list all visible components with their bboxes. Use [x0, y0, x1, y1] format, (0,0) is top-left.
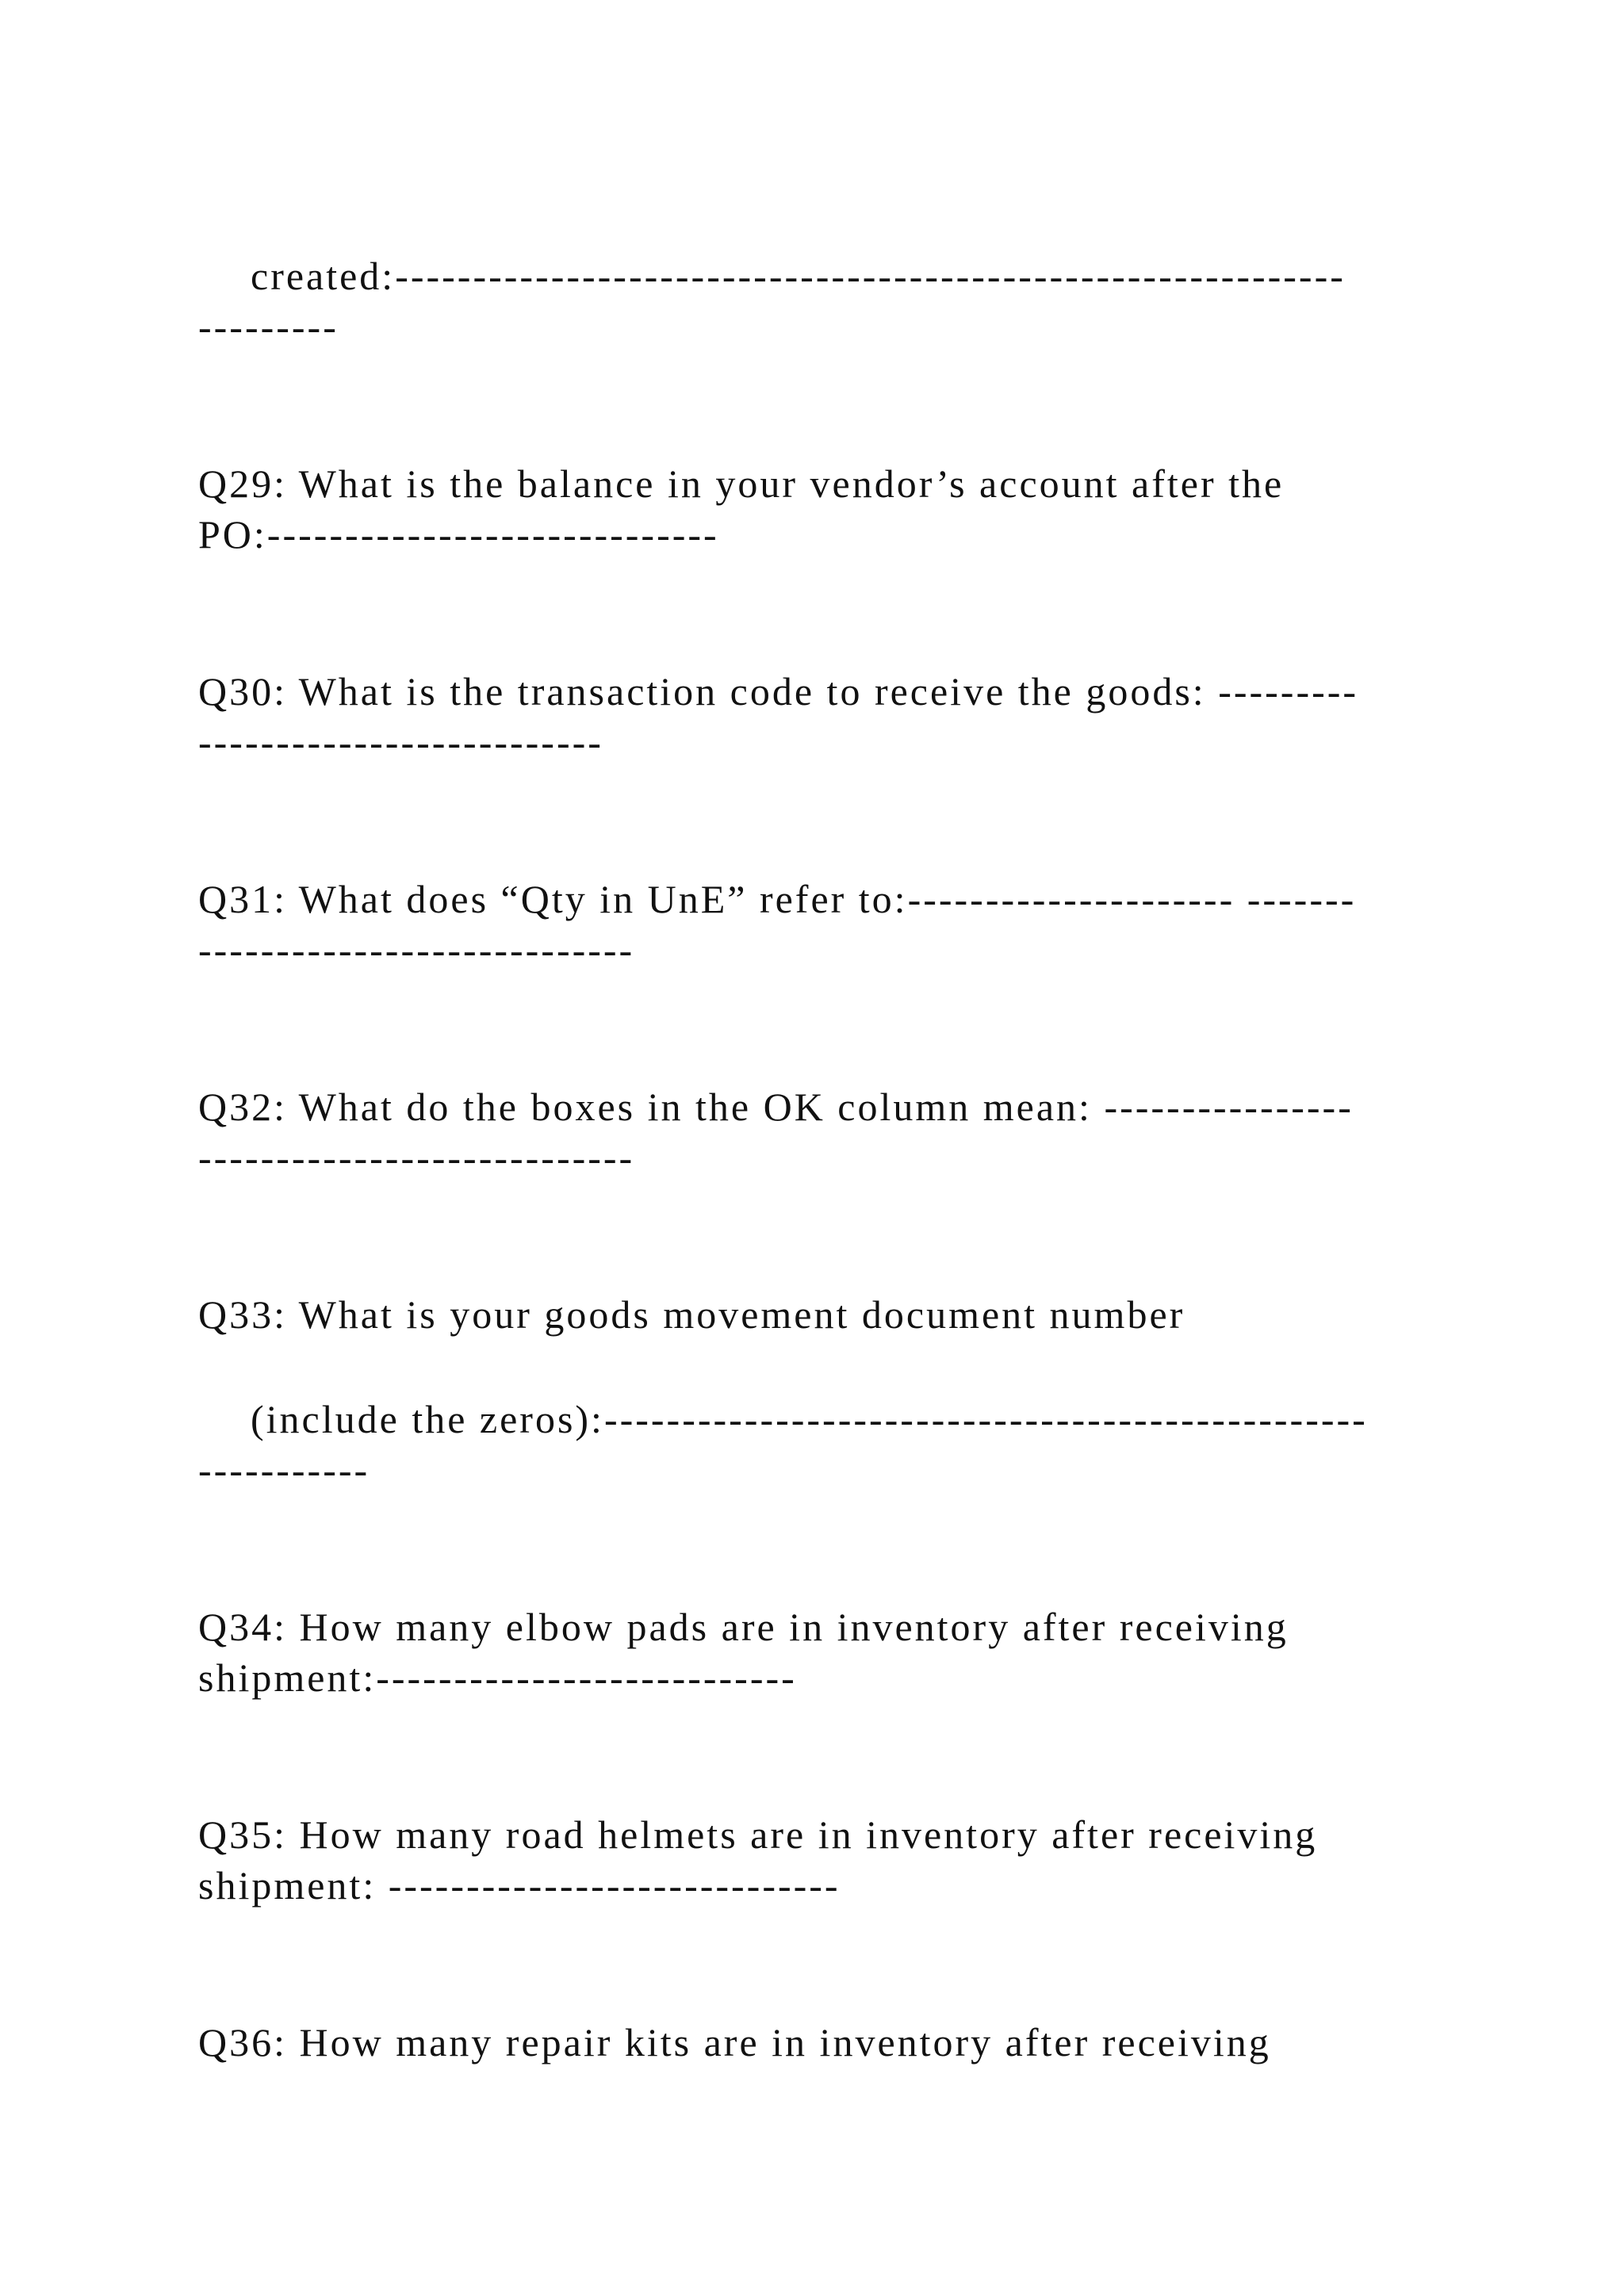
q33-question: Q33: What is your goods movement document number: [198, 1292, 1185, 1337]
q31-question: Q31: What does “Qty in UnE” refer to:--------------------- -------: [198, 877, 1357, 921]
q34-answer-line: shipment:---------------------------: [198, 1655, 797, 1700]
q30-answer-line: --------------------------: [198, 720, 603, 764]
q29-answer-line: PO:-----------------------------: [198, 512, 719, 557]
q33-answer-dashes: -----------: [198, 1448, 370, 1492]
q32-answer-line: ----------------------------: [198, 1135, 635, 1180]
q35-question: Q35: How many road helmets are in inventory after receiving: [198, 1812, 1318, 1857]
q33-answer-line: (include the zeros):-------------------------------------------------: [251, 1397, 1368, 1441]
q30-question: Q30: What is the transaction code to receive the goods: ---------: [198, 669, 1359, 714]
q31-answer-line: ----------------------------: [198, 928, 635, 972]
q35-answer-line: shipment: -----------------------------: [198, 1863, 841, 1908]
q34-question: Q34: How many elbow pads are in inventory after receiving: [198, 1605, 1289, 1649]
q32-question: Q32: What do the boxes in the OK column mean: ----------------: [198, 1085, 1354, 1129]
q28-continuation-dashes: ---------: [198, 304, 339, 349]
q28-continuation-line: created:-------------------------------------------------------------: [251, 254, 1346, 298]
q29-question: Q29: What is the balance in your vendor’s account after the: [198, 461, 1285, 506]
q36-question: Q36: How many repair kits are in inventory after receiving: [198, 2020, 1271, 2064]
